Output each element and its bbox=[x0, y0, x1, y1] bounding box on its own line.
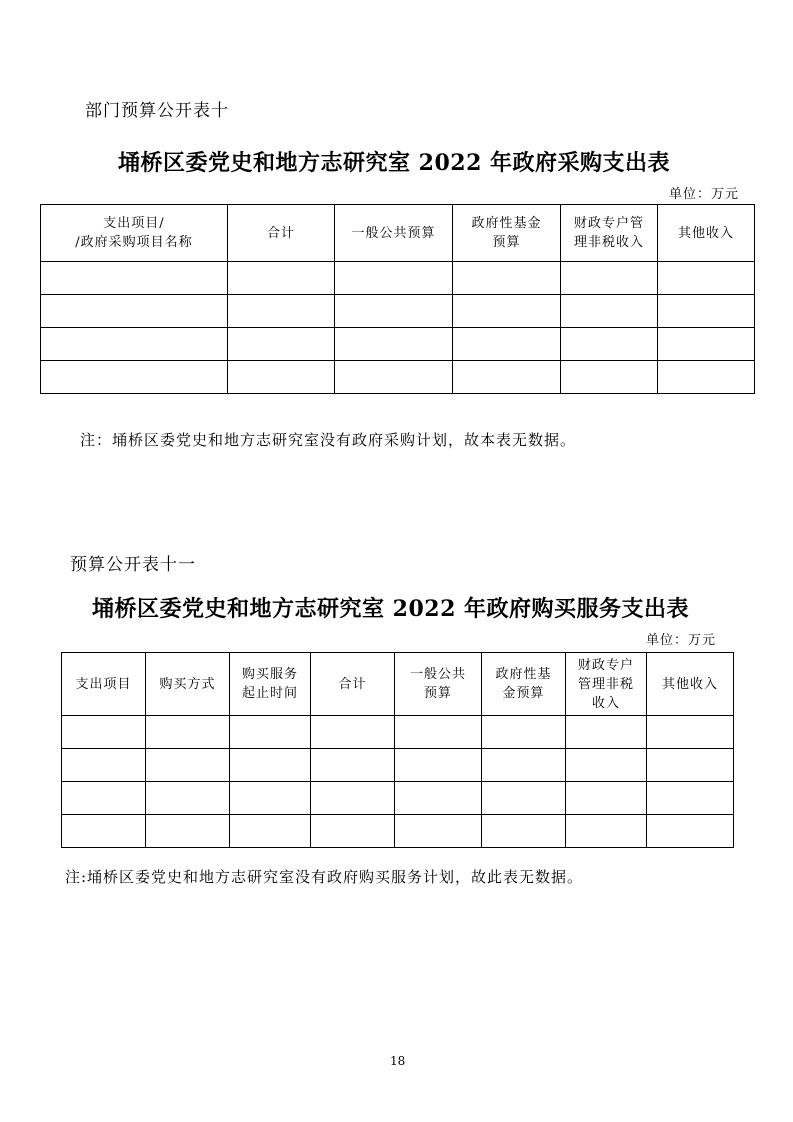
header-service-period: 购买服务 起止时间 bbox=[230, 653, 311, 716]
header-purchase-method: 购买方式 bbox=[146, 653, 230, 716]
table-header-row bbox=[62, 653, 734, 716]
service-purchase-table bbox=[61, 652, 734, 848]
header-special-account: 财政专户 管理非税 收入 bbox=[566, 653, 647, 716]
table-row bbox=[41, 361, 755, 394]
header-general-budget: 一般公共预算 bbox=[335, 205, 453, 262]
table-row bbox=[62, 749, 734, 782]
section2-unit: 单位：万元 bbox=[646, 633, 717, 648]
header-total: 合计 bbox=[228, 205, 335, 262]
section1-label: 部门预算公开表十 bbox=[85, 101, 229, 121]
table-row bbox=[62, 782, 734, 815]
header-general-budget: 一般公共 预算 bbox=[395, 653, 482, 716]
section1-unit: 单位：万元 bbox=[669, 187, 740, 202]
header-expense-item: 支出项目/ /政府采购项目名称 bbox=[41, 205, 228, 262]
table-row bbox=[41, 295, 755, 328]
table-header-row bbox=[41, 205, 755, 262]
table-row bbox=[41, 262, 755, 295]
section2-title: 埇桥区委党史和地方志研究室 2022 年政府购买服务支出表 bbox=[92, 596, 690, 622]
header-gov-fund: 政府性基 金预算 bbox=[482, 653, 566, 716]
header-total: 合计 bbox=[311, 653, 395, 716]
header-other-income: 其他收入 bbox=[647, 653, 734, 716]
page-number: 18 bbox=[390, 1054, 406, 1068]
table-row bbox=[62, 815, 734, 848]
table-row bbox=[41, 328, 755, 361]
table-row bbox=[62, 716, 734, 749]
header-gov-fund: 政府性基金 预算 bbox=[453, 205, 561, 262]
procurement-table bbox=[40, 204, 755, 394]
section2-note: 注:埇桥区委党史和地方志研究室没有政府购买服务计划，故此表无数据。 bbox=[65, 868, 584, 886]
header-expense-item: 支出项目 bbox=[62, 653, 146, 716]
header-other-income: 其他收入 bbox=[658, 205, 755, 262]
section2-label: 预算公开表十一 bbox=[70, 555, 196, 575]
section1-note: 注：埇桥区委党史和地方志研究室没有政府采购计划，故本表无数据。 bbox=[80, 431, 577, 449]
header-special-account: 财政专户管 理非税收入 bbox=[561, 205, 658, 262]
section1-title: 埇桥区委党史和地方志研究室 2022 年政府采购支出表 bbox=[118, 150, 671, 176]
